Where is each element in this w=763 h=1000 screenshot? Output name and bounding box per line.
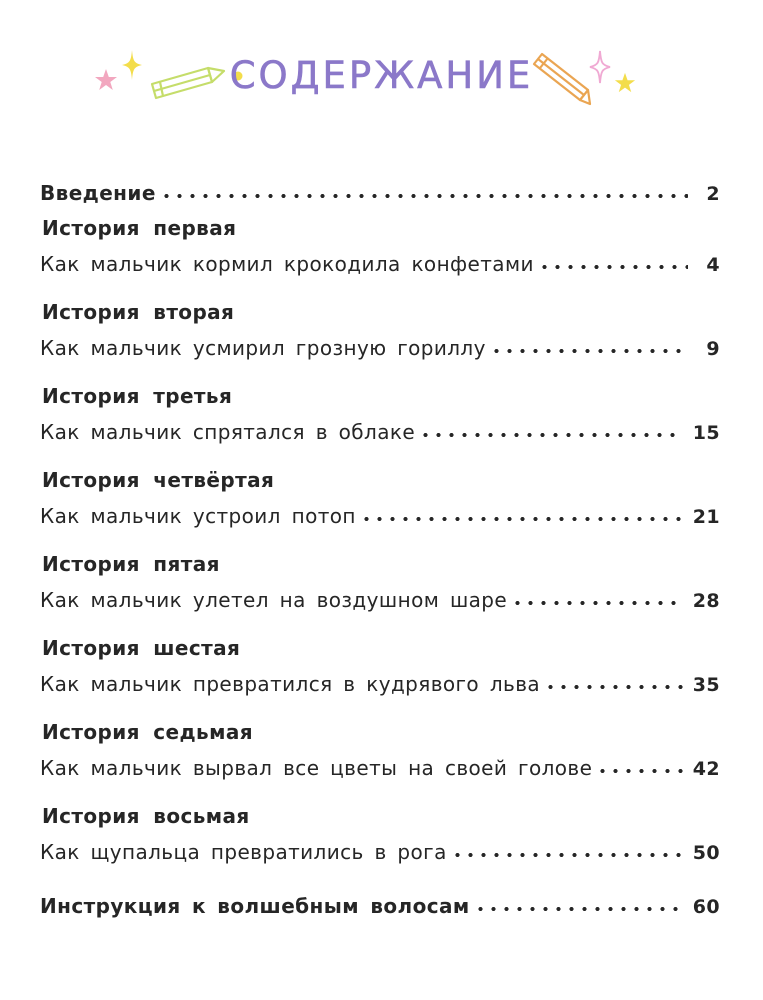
pink-sparkle-icon xyxy=(589,50,611,84)
toc-entry-story-3[interactable] xyxy=(40,404,720,444)
toc-entry-label: Инструкция к волшебным волосам xyxy=(40,894,470,918)
story-heading: История четвёртая xyxy=(42,468,275,492)
toc-entry-story-6[interactable] xyxy=(40,656,720,696)
dot-leader xyxy=(544,684,683,690)
toc-entry-story-4[interactable] xyxy=(40,488,720,528)
toc-page-number: 42 xyxy=(692,758,720,780)
story-subtitle: Как мальчик превратился в кудрявого льва xyxy=(40,672,541,696)
orange-pencil-icon xyxy=(528,50,592,106)
story-subtitle: Как мальчик усмирил грозную гориллу xyxy=(40,336,486,360)
toc-entry-story-7[interactable] xyxy=(40,740,720,780)
dot-leader xyxy=(474,906,683,912)
toc-page-number: 15 xyxy=(692,422,720,444)
story-subtitle: Как мальчик спрятался в облаке xyxy=(40,420,416,444)
toc-page-number: 35 xyxy=(692,674,720,696)
toc-page-number: 28 xyxy=(692,590,720,612)
toc-page-number: 4 xyxy=(706,254,720,276)
dot-leader xyxy=(596,768,682,774)
contents-header xyxy=(0,40,763,120)
dot-leader xyxy=(511,600,683,606)
dot-leader xyxy=(451,852,683,858)
toc-page-number: 2 xyxy=(706,183,720,205)
story-subtitle: Как мальчик улетел на воздушном шаре xyxy=(40,588,508,612)
story-subtitle: Как мальчик вырвал все цветы на своей голове xyxy=(40,756,593,780)
story-heading: История первая xyxy=(42,216,237,240)
toc-entry-appendix[interactable] xyxy=(40,878,720,918)
toc-entry-intro[interactable] xyxy=(40,165,720,205)
dot-leader xyxy=(538,264,688,270)
story-heading: История вторая xyxy=(42,300,235,324)
story-subtitle: Как мальчик кормил крокодила конфетами xyxy=(40,252,534,276)
story-heading: История восьмая xyxy=(42,804,250,828)
story-heading: История седьмая xyxy=(42,720,253,744)
story-subtitle: Как щупальца превратились в рога xyxy=(40,840,447,864)
yellow-star-icon xyxy=(614,72,636,94)
toc-entry-story-5[interactable] xyxy=(40,572,720,612)
dot-leader xyxy=(490,348,688,354)
toc-page-number: 21 xyxy=(692,506,720,528)
toc-page-number: 50 xyxy=(692,842,720,864)
story-heading: История шестая xyxy=(42,636,241,660)
story-heading: История третья xyxy=(42,384,233,408)
dot-leader xyxy=(160,193,688,199)
toc-entry-story-1[interactable] xyxy=(40,236,720,276)
dot-leader xyxy=(419,432,683,438)
toc-page-number: 9 xyxy=(706,338,720,360)
story-subtitle: Как мальчик устроил потоп xyxy=(40,504,356,528)
toc-entry-label: Введение xyxy=(40,181,156,205)
dot-leader xyxy=(360,516,683,522)
toc-entry-story-8[interactable] xyxy=(40,824,720,864)
toc-page-number: 60 xyxy=(692,896,720,918)
page-title: СОДЕРЖАНИЕ xyxy=(229,54,534,97)
story-heading: История пятая xyxy=(42,552,220,576)
toc-entry-story-2[interactable] xyxy=(40,320,720,360)
